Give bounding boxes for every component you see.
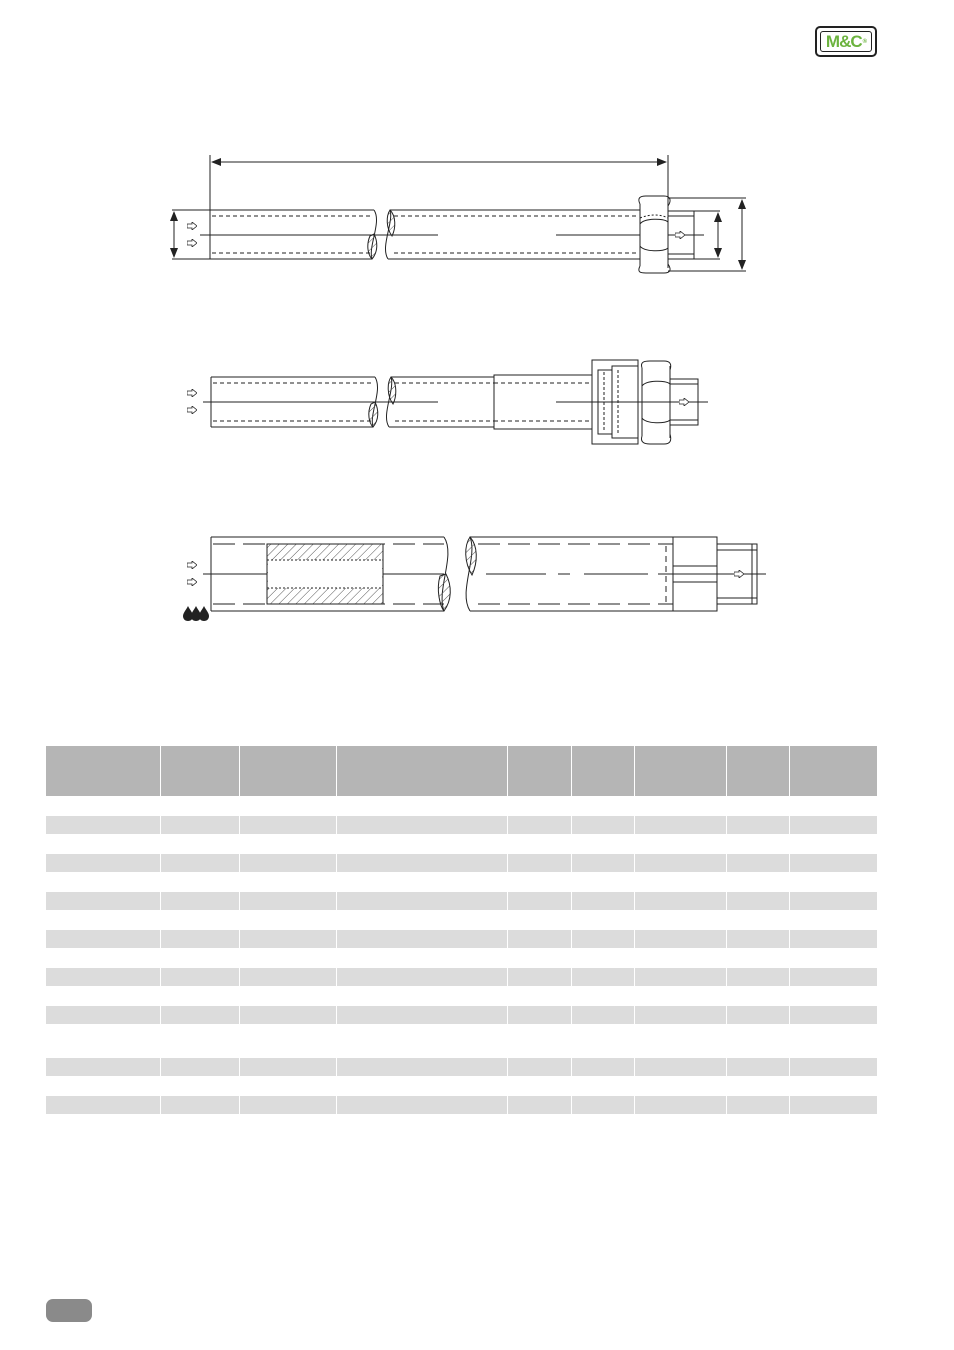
table-cell: [790, 910, 877, 930]
table-cell: [790, 948, 877, 968]
table-cell: [161, 1096, 240, 1114]
droplet-icons: [183, 606, 209, 621]
table-row: [46, 1006, 877, 1024]
table-cell: [508, 816, 572, 834]
table-cell: [572, 834, 635, 854]
registered-mark: ®: [862, 38, 867, 45]
table-row: [46, 1058, 877, 1076]
mc-logo-text: M&C: [825, 31, 862, 51]
table-cell: [635, 930, 727, 948]
table-cell: [727, 854, 790, 872]
flow-arrow-icon: [187, 222, 197, 230]
table-cell: [508, 854, 572, 872]
table-cell: [572, 986, 635, 1006]
table-row: [46, 1024, 877, 1058]
table-row: [46, 968, 877, 986]
table-row: [46, 854, 877, 872]
table-cell: [46, 1096, 161, 1114]
table-cell: [46, 986, 161, 1006]
table-cell: [240, 986, 337, 1006]
table-row: [46, 816, 877, 834]
table-cell: [572, 948, 635, 968]
table-cell: [46, 834, 161, 854]
table-cell: [46, 930, 161, 948]
table-cell: [337, 930, 508, 948]
table-cell: [337, 1076, 508, 1096]
table-cell: [337, 1058, 508, 1076]
table-cell: [727, 930, 790, 948]
table-header-cell: [337, 746, 508, 796]
table-cell: [635, 948, 727, 968]
table-cell: [572, 1096, 635, 1114]
table-cell: [727, 910, 790, 930]
table-cell: [337, 910, 508, 930]
table-cell: [337, 948, 508, 968]
table-row: [46, 948, 877, 968]
table-cell: [161, 1006, 240, 1024]
table-cell: [46, 968, 161, 986]
table-cell: [635, 968, 727, 986]
table-row: [46, 872, 877, 892]
table-cell: [240, 968, 337, 986]
table-cell: [508, 986, 572, 1006]
table-cell: [240, 854, 337, 872]
table-cell: [635, 796, 727, 816]
table-cell: [337, 1096, 508, 1114]
table-cell: [727, 816, 790, 834]
table-cell: [790, 1006, 877, 1024]
table-cell: [790, 930, 877, 948]
table-cell: [508, 910, 572, 930]
table-cell: [572, 816, 635, 834]
table-cell: [790, 1024, 877, 1058]
table-cell: [508, 892, 572, 910]
table-cell: [240, 910, 337, 930]
table-header-row: [46, 746, 877, 796]
hose-with-union-fitting: [203, 360, 708, 444]
table-cell: [790, 1058, 877, 1076]
table-cell: [161, 796, 240, 816]
table-cell: [790, 816, 877, 834]
table-cell: [508, 1024, 572, 1058]
table-cell: [572, 930, 635, 948]
table-header-cell: [572, 746, 635, 796]
table-cell: [508, 1076, 572, 1096]
table-cell: [790, 968, 877, 986]
table-cell: [337, 854, 508, 872]
table-cell: [727, 1006, 790, 1024]
table-cell: [572, 1076, 635, 1096]
table-cell: [161, 872, 240, 892]
table-cell: [161, 854, 240, 872]
flow-arrow-icon: [187, 561, 197, 569]
table-cell: [46, 1076, 161, 1096]
table-cell: [161, 892, 240, 910]
droplet-icon: [199, 606, 209, 621]
flow-arrow-icon: [675, 231, 685, 239]
flow-arrow-icon: [187, 406, 197, 414]
table-cell: [572, 892, 635, 910]
table-cell: [635, 1006, 727, 1024]
flow-arrow-icon: [734, 570, 744, 578]
specification-table: [46, 746, 877, 1114]
table-cell: [337, 968, 508, 986]
droplet-icon: [191, 606, 201, 621]
table-cell: [46, 1024, 161, 1058]
table-cell: [240, 930, 337, 948]
table-cell: [727, 1058, 790, 1076]
table-cell: [337, 1006, 508, 1024]
table-cell: [161, 1024, 240, 1058]
table-cell: [635, 872, 727, 892]
table-cell: [790, 796, 877, 816]
table-cell: [161, 816, 240, 834]
table-cell: [572, 1006, 635, 1024]
table-cell: [46, 816, 161, 834]
table-row: [46, 892, 877, 910]
table-cell: [46, 892, 161, 910]
table-cell: [508, 872, 572, 892]
table-cell: [790, 892, 877, 910]
table-cell: [46, 872, 161, 892]
table-cell: [727, 796, 790, 816]
table-cell: [161, 1058, 240, 1076]
table-header-cell: [790, 746, 877, 796]
table-cell: [508, 968, 572, 986]
table-cell: [572, 1024, 635, 1058]
table-cell: [240, 872, 337, 892]
table-header-cell: [727, 746, 790, 796]
table-body: [46, 796, 877, 1114]
table-cell: [161, 986, 240, 1006]
table-cell: [337, 834, 508, 854]
table-cell: [337, 986, 508, 1006]
table-cell: [240, 892, 337, 910]
table-cell: [572, 796, 635, 816]
table-row: [46, 1076, 877, 1096]
table-header-cell: [508, 746, 572, 796]
table-cell: [727, 986, 790, 1006]
table-cell: [727, 1024, 790, 1058]
table-cell: [635, 834, 727, 854]
table-cell: [161, 930, 240, 948]
hose-with-protective-sleeve: [203, 537, 766, 611]
table-cell: [727, 1096, 790, 1114]
table-cell: [508, 796, 572, 816]
table-cell: [240, 1096, 337, 1114]
table-cell: [635, 1076, 727, 1096]
table-cell: [508, 948, 572, 968]
table-cell: [727, 872, 790, 892]
table-cell: [46, 948, 161, 968]
table-cell: [635, 854, 727, 872]
table-cell: [635, 816, 727, 834]
table-cell: [161, 948, 240, 968]
table-cell: [572, 854, 635, 872]
table-cell: [337, 816, 508, 834]
table-cell: [46, 1006, 161, 1024]
table-cell: [337, 1024, 508, 1058]
table-cell: [240, 834, 337, 854]
table-cell: [635, 986, 727, 1006]
table-cell: [46, 1058, 161, 1076]
table-header-cell: [161, 746, 240, 796]
table-cell: [635, 1096, 727, 1114]
table-header-cell: [635, 746, 727, 796]
hose-with-hex-fitting: [172, 155, 746, 273]
table-cell: [727, 892, 790, 910]
table-cell: [508, 1096, 572, 1114]
table-cell: [635, 1024, 727, 1058]
table-row: [46, 986, 877, 1006]
table-cell: [240, 1006, 337, 1024]
table-cell: [727, 1076, 790, 1096]
flow-arrow-icon: [187, 578, 197, 586]
table-cell: [508, 930, 572, 948]
table-cell: [46, 796, 161, 816]
flow-arrow-icon: [187, 389, 197, 397]
table-cell: [790, 1076, 877, 1096]
table-row: [46, 1096, 877, 1114]
table-cell: [790, 854, 877, 872]
table-cell: [240, 816, 337, 834]
droplet-icon: [183, 606, 193, 621]
table-cell: [240, 1076, 337, 1096]
table-cell: [790, 1096, 877, 1114]
table-cell: [727, 948, 790, 968]
table-cell: [635, 910, 727, 930]
flow-arrow-icon: [187, 239, 197, 247]
table-cell: [508, 1058, 572, 1076]
table-cell: [161, 910, 240, 930]
table-cell: [161, 834, 240, 854]
table-cell: [727, 834, 790, 854]
table-cell: [240, 1024, 337, 1058]
table-cell: [240, 796, 337, 816]
table-cell: [46, 854, 161, 872]
table-cell: [635, 1058, 727, 1076]
table-row: [46, 796, 877, 816]
table-cell: [161, 1076, 240, 1096]
table-cell: [790, 986, 877, 1006]
table-cell: [508, 1006, 572, 1024]
table-cell: [572, 968, 635, 986]
table-cell: [790, 872, 877, 892]
flow-arrow-icon: [679, 398, 689, 406]
table-header-cell: [46, 746, 161, 796]
table-cell: [240, 1058, 337, 1076]
table-cell: [572, 1058, 635, 1076]
table-cell: [337, 892, 508, 910]
table-header-cell: [240, 746, 337, 796]
table-cell: [572, 910, 635, 930]
page-number-tab: [46, 1299, 92, 1322]
table-cell: [240, 948, 337, 968]
table-cell: [790, 834, 877, 854]
table-row: [46, 930, 877, 948]
table-cell: [508, 834, 572, 854]
table-cell: [337, 872, 508, 892]
table-cell: [572, 872, 635, 892]
table-cell: [727, 968, 790, 986]
table-row: [46, 834, 877, 854]
table-cell: [161, 968, 240, 986]
table-cell: [337, 796, 508, 816]
table-cell: [46, 910, 161, 930]
table-row: [46, 910, 877, 930]
table-cell: [635, 892, 727, 910]
